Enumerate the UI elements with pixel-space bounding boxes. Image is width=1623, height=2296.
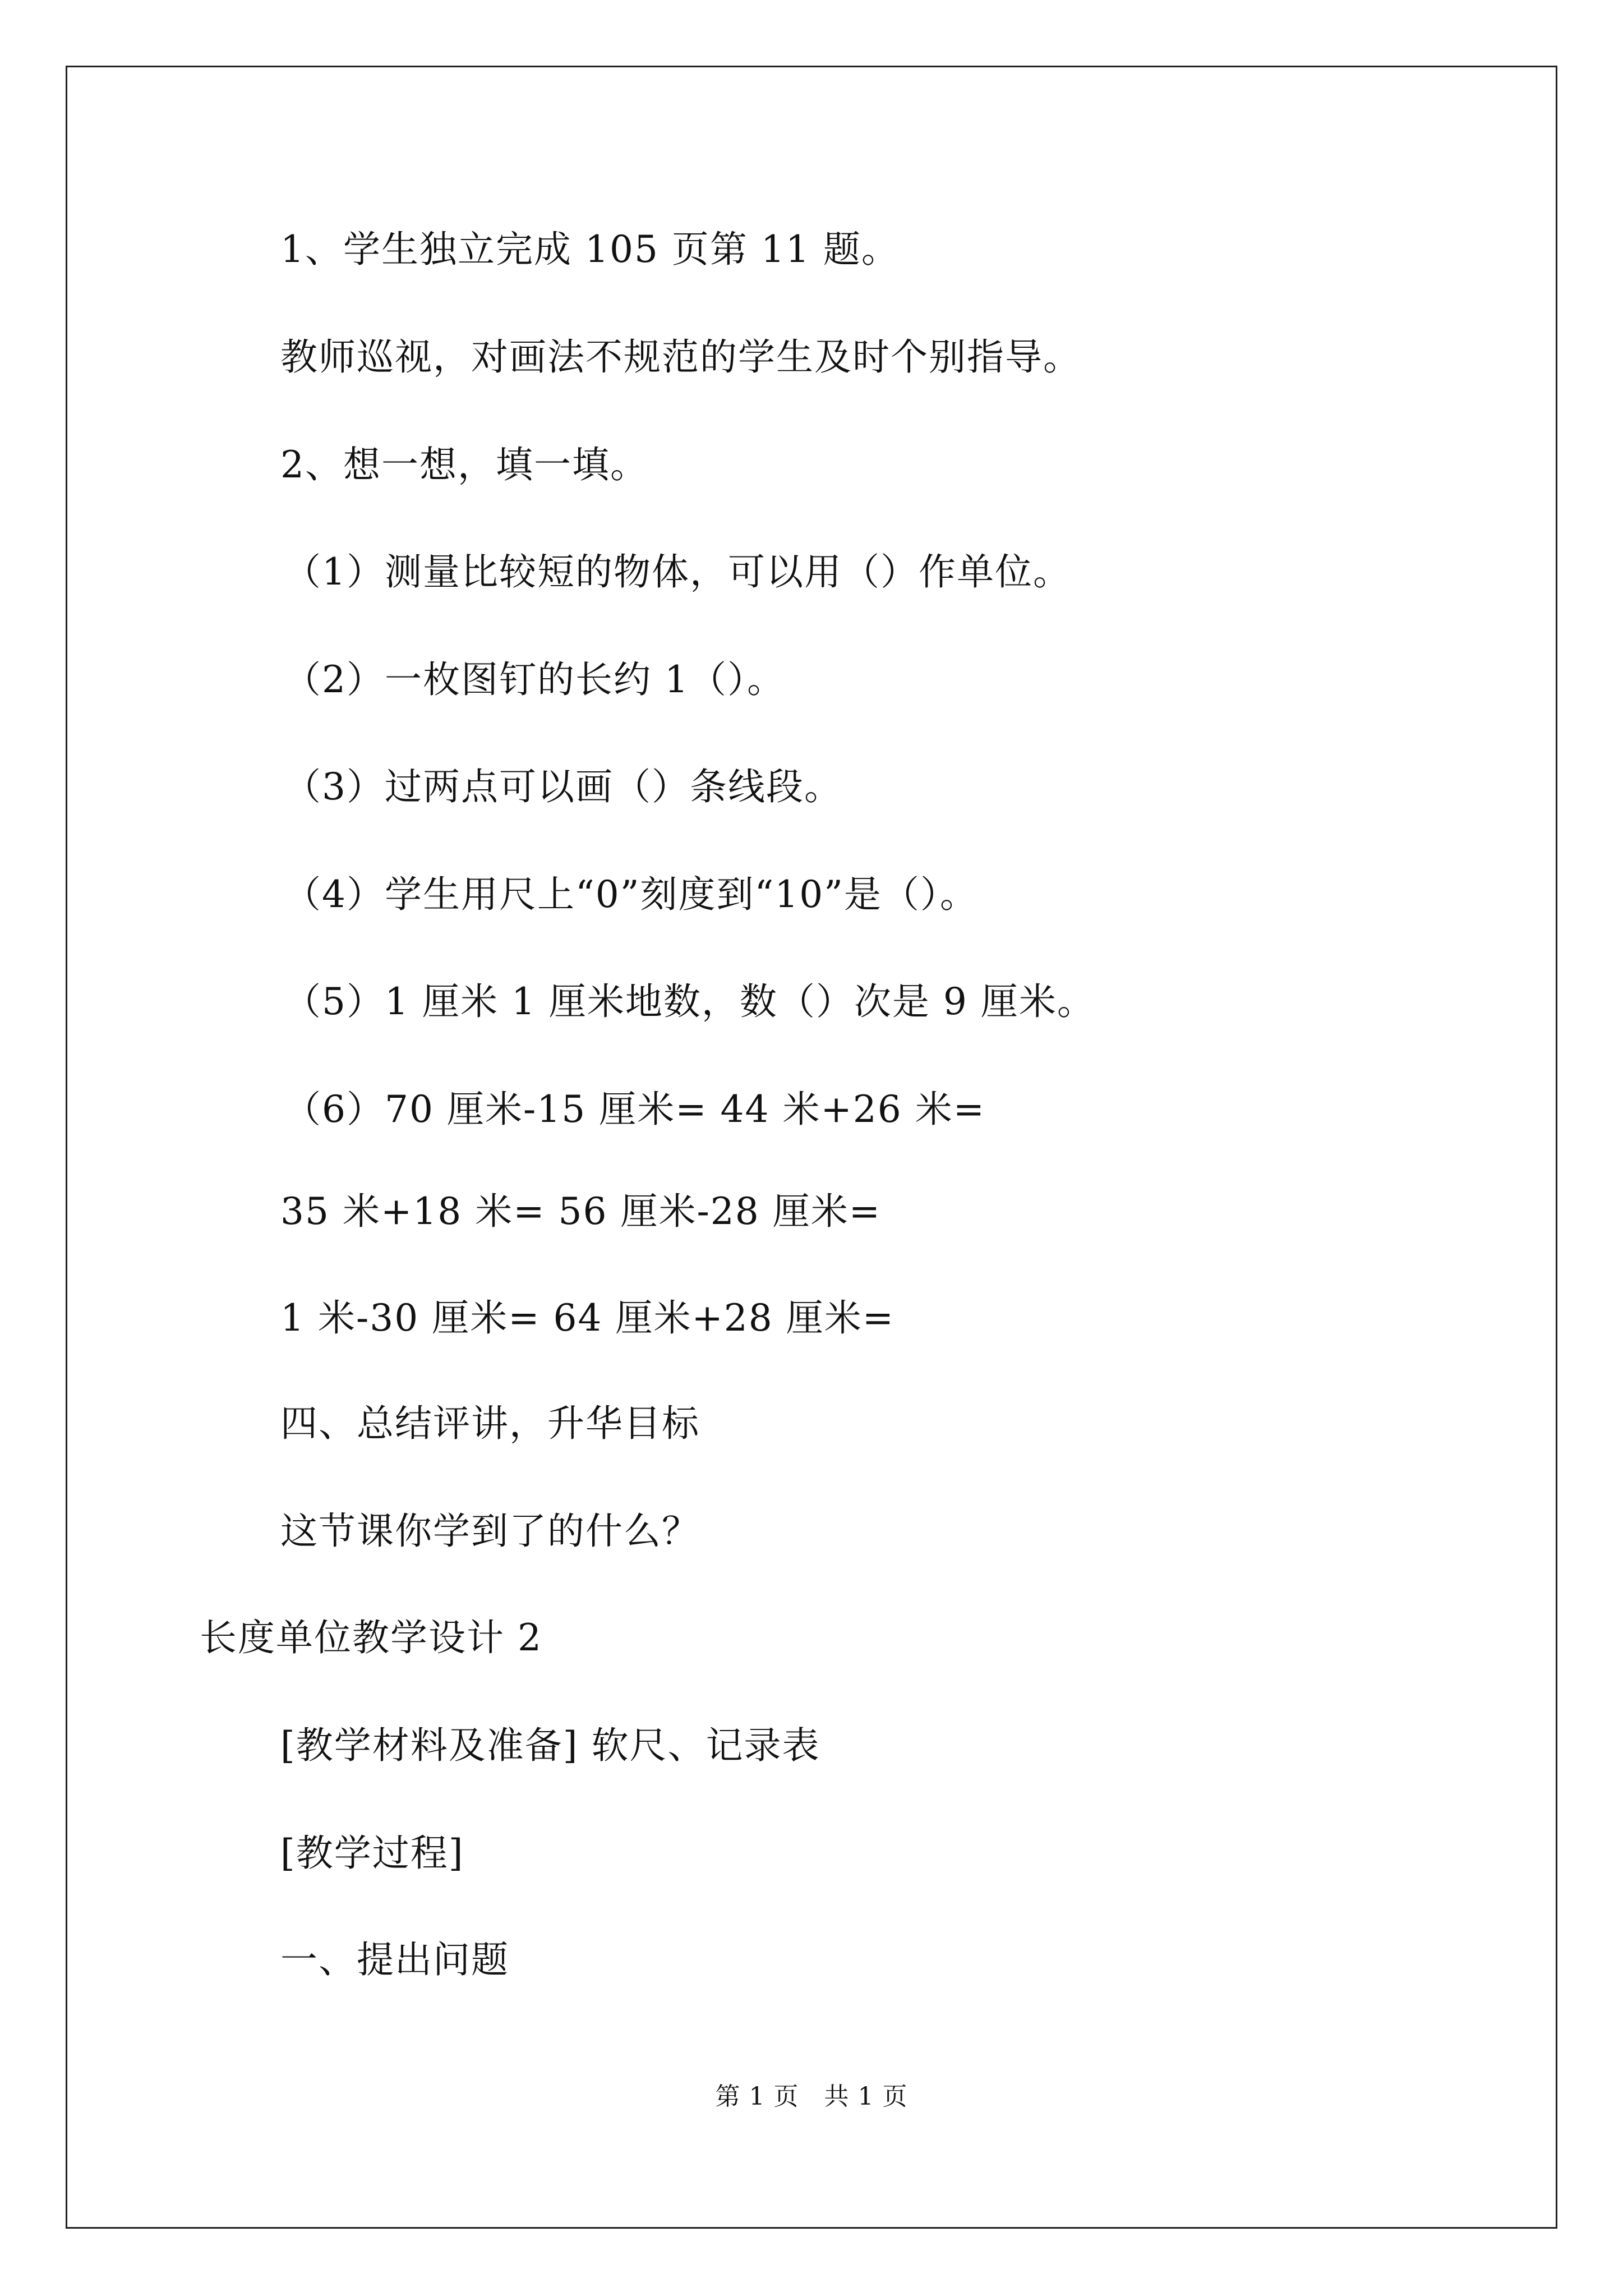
text-line: 35 米+18 米= 56 厘米-28 厘米= <box>280 1190 882 1233</box>
section-heading: 四、总结评讲，升华目标 <box>280 1402 700 1445</box>
text-line: （6）70 厘米-15 厘米= 44 米+26 米= <box>284 1088 986 1131</box>
text-line: 2、想一想，填一填。 <box>280 443 648 486</box>
text-line: 教师巡视，对画法不规范的学生及时个别指导。 <box>280 335 1081 379</box>
document-subtitle: 长度单位教学设计 2 <box>200 1616 542 1659</box>
text-line: [教学过程] <box>280 1832 464 1875</box>
text-line: 1、学生独立完成 105 页第 11 题。 <box>280 228 900 271</box>
text-line: 1 米-30 厘米= 64 厘米+28 厘米= <box>280 1296 895 1340</box>
page-border <box>66 66 1557 2229</box>
section-heading: 一、提出问题 <box>280 1938 509 1981</box>
text-line: （2）一枚图钉的长约 1（）。 <box>284 658 785 701</box>
text-line: （1）测量比较短的物体，可以用（）作单位。 <box>284 550 1071 593</box>
page-footer: 第 1 页 共 1 页 <box>715 2082 908 2111</box>
text-line: （3）过两点可以画（）条线段。 <box>284 765 842 808</box>
text-line: 这节课你学到了的什么？ <box>280 1510 700 1553</box>
text-line: [教学材料及准备] 软尺、记录表 <box>280 1724 820 1767</box>
text-line: （5）1 厘米 1 厘米地数，数（）次是 9 厘米。 <box>284 980 1095 1023</box>
text-line: （4）学生用尺上“0”刻度到“10”是（）。 <box>284 873 978 916</box>
